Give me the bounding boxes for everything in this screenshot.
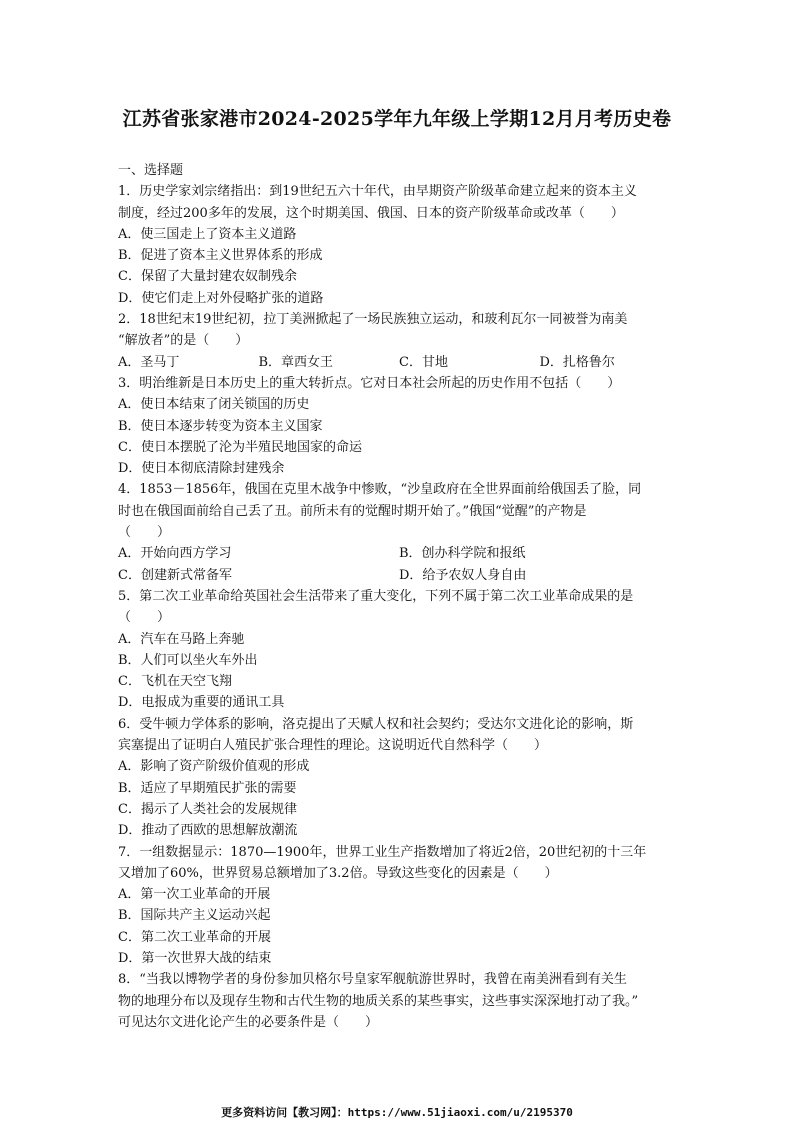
option-b: B．适应了早期殖民扩张的需要	[118, 780, 297, 796]
option-c: C．保留了大量封建农奴制残余	[118, 269, 297, 285]
option-c: C．使日本摆脱了沦为半殖民地国家的命运	[118, 439, 362, 455]
option-d: D．推动了西欧的思想解放潮流	[118, 823, 298, 839]
option-b: B．章西女王	[258, 354, 334, 370]
question-6	[118, 714, 680, 842]
question-text-line: 5．第二次工业革命给英国社会生活带来了重大变化，下列不属于第二次工业革命成果的是	[118, 588, 634, 604]
document-title: 江苏省张家港市2024-2025学年九年级上学期12月月考历史卷	[122, 108, 672, 130]
question-text-line: （ ）	[118, 610, 171, 626]
option-a: A．使日本结束了闭关锁国的历史	[118, 397, 310, 413]
question-text-line: 宾塞提出了证明白人殖民扩张合理性的理论。这说明近代自然科学（ ）	[118, 738, 548, 754]
question-text-line: （ ）	[118, 525, 171, 541]
option-c: C．飞机在天空飞翔	[118, 674, 232, 690]
question-text-line: 可见达尔文进化论产生的必要条件是（ ）	[118, 1014, 379, 1030]
question-3	[118, 373, 680, 479]
option-a: A．第一次工业革命的开展	[118, 887, 271, 903]
question-2	[118, 309, 680, 373]
question-text-line: 1．历史学家刘宗绪指出：到19世纪五六十年代，由早期资产阶级革命建立起来的资本主义	[118, 184, 637, 200]
section-heading: 一、选择题	[118, 163, 184, 178]
exam-content	[118, 160, 680, 1033]
option-a: A．影响了资产阶级价值观的形成	[118, 759, 310, 775]
question-text-line: 8．“当我以博物学者的身份参加贝格尔号皇家军舰航游世界时，我曾在南美洲看到有关生	[118, 972, 627, 988]
option-d: D．电报成为重要的通讯工具	[118, 695, 285, 711]
question-text-line: 物的地理分布以及现存生物和古代生物的地质关系的某些事实，这些事实深深地打动了我。”	[118, 993, 639, 1009]
option-c: C．第二次工业革命的开展	[118, 929, 271, 945]
option-b: B．国际共产主义运动兴起	[118, 908, 271, 924]
option-c: C．揭示了人类社会的发展规律	[118, 801, 297, 817]
question-1	[118, 181, 680, 309]
option-a: A．汽车在马路上奔驰	[118, 631, 245, 647]
options-row	[118, 352, 680, 373]
question-5	[118, 586, 680, 714]
option-d: D．使它们走上对外侵略扩张的道路	[118, 290, 324, 306]
question-7	[118, 842, 680, 970]
option-b: B．促进了资本主义世界体系的形成	[118, 248, 323, 264]
question-text-line: 4．1853－1856年，俄国在克里木战争中惨败，“沙皇政府在全世界面前给俄国丢了脸，同	[118, 482, 642, 498]
question-text-line: 时也在俄国面前给自己丢了丑。前所未有的觉醒时期开始了。”俄国“觉醒”的产物是	[118, 503, 587, 519]
question-text-line: 2．18世纪末19世纪初，拉丁美洲掀起了一场民族独立运动，和玻利瓦尔一同被誉为南美	[118, 312, 628, 328]
question-text-line: “解放者”的是（ ）	[118, 333, 249, 349]
question-4	[118, 479, 680, 585]
options-row	[118, 543, 680, 564]
footer-link[interactable]: 更多资料访问【教习网】：https://www.51jiaoxi.com/u/2195370	[221, 1106, 573, 1119]
option-d: D．扎格鲁尔	[539, 354, 615, 370]
option-a: A．使三国走上了资本主义道路	[118, 226, 297, 242]
option-d: D．使日本彻底清除封建残余	[118, 461, 285, 477]
option-b: B．创办科学院和报纸	[399, 546, 526, 562]
option-a: A．开始向西方学习	[118, 546, 232, 562]
option-c: C．甘地	[399, 354, 448, 370]
question-text-line: 6．受牛顿力学体系的影响，洛克提出了天赋人权和社会契约；受达尔文进化论的影响，斯	[118, 716, 634, 732]
question-text-line: 7．一组数据显示：1870—1900年，世界工业生产指数增加了将近2倍，20世纪初的十三年	[118, 844, 647, 860]
question-text-line: 制度，经过200多年的发展，这个时期美国、俄国、日本的资产阶级革命或改革（ ）	[118, 205, 624, 221]
option-b: B．人们可以坐火车外出	[118, 652, 258, 668]
option-a: A．圣马丁	[118, 354, 180, 370]
options-row	[118, 565, 680, 586]
question-8	[118, 969, 680, 1033]
option-c: C．创建新式常备军	[118, 567, 232, 583]
option-d: D．第一次世界大战的结束	[118, 950, 272, 966]
question-text-line: 又增加了60%，世界贸易总额增加了3.2倍。导致这些变化的因素是（ ）	[118, 865, 558, 881]
question-text-line: 3．明治维新是日本历史上的重大转折点。它对日本社会所起的历史作用不包括（ ）	[118, 375, 621, 391]
option-d: D．给予农奴人身自由	[399, 567, 527, 583]
option-b: B．使日本逐步转变为资本主义国家	[118, 418, 323, 434]
